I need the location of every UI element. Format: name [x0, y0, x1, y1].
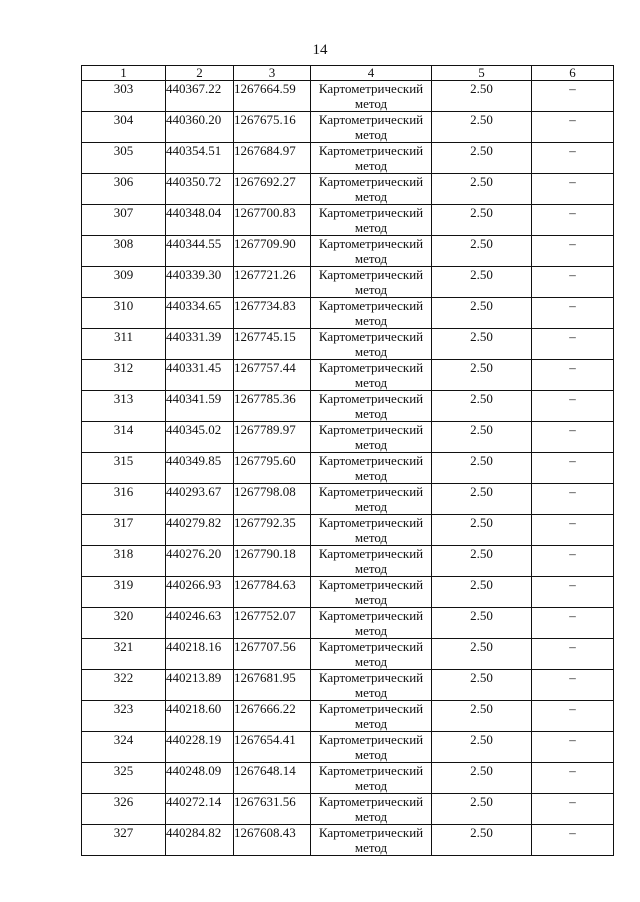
cell-method: Картометрический метод [311, 298, 432, 329]
table-row [82, 422, 614, 453]
column-header-3: 3 [234, 66, 311, 81]
cell-accuracy: 2.50 [432, 422, 532, 453]
cell-point-number: 324 [82, 732, 166, 763]
cell-note: – [532, 391, 614, 422]
cell-accuracy: 2.50 [432, 763, 532, 794]
cell-coordinate-y: 1267631.56 [234, 794, 311, 825]
cell-accuracy: 2.50 [432, 577, 532, 608]
cell-point-number: 310 [82, 298, 166, 329]
cell-point-number: 311 [82, 329, 166, 360]
table-row [82, 484, 614, 515]
cell-coordinate-x: 440360.20 [166, 112, 234, 143]
table-row [82, 267, 614, 298]
cell-coordinate-x: 440276.20 [166, 546, 234, 577]
cell-coordinate-y: 1267700.83 [234, 205, 311, 236]
cell-accuracy: 2.50 [432, 329, 532, 360]
cell-coordinate-x: 440348.04 [166, 205, 234, 236]
cell-method: Картометрический метод [311, 422, 432, 453]
cell-coordinate-x: 440367.22 [166, 81, 234, 112]
cell-method: Картометрический метод [311, 546, 432, 577]
cell-method: Картометрический метод [311, 174, 432, 205]
cell-accuracy: 2.50 [432, 701, 532, 732]
cell-method: Картометрический метод [311, 732, 432, 763]
cell-coordinate-x: 440293.67 [166, 484, 234, 515]
cell-method: Картометрический метод [311, 205, 432, 236]
cell-point-number: 325 [82, 763, 166, 794]
table-row [82, 515, 614, 546]
table-row [82, 732, 614, 763]
cell-method: Картометрический метод [311, 639, 432, 670]
cell-coordinate-y: 1267790.18 [234, 546, 311, 577]
cell-note: – [532, 670, 614, 701]
table-row [82, 701, 614, 732]
cell-point-number: 306 [82, 174, 166, 205]
column-header-5: 5 [432, 66, 532, 81]
column-header-4: 4 [311, 66, 432, 81]
cell-method: Картометрический метод [311, 515, 432, 546]
cell-note: – [532, 546, 614, 577]
cell-point-number: 308 [82, 236, 166, 267]
cell-accuracy: 2.50 [432, 81, 532, 112]
cell-note: – [532, 763, 614, 794]
cell-note: – [532, 608, 614, 639]
cell-accuracy: 2.50 [432, 236, 532, 267]
table-row [82, 577, 614, 608]
cell-method: Картометрический метод [311, 825, 432, 856]
cell-coordinate-x: 440266.93 [166, 577, 234, 608]
cell-accuracy: 2.50 [432, 639, 532, 670]
cell-accuracy: 2.50 [432, 825, 532, 856]
cell-point-number: 312 [82, 360, 166, 391]
column-header-1: 1 [82, 66, 166, 81]
cell-note: – [532, 515, 614, 546]
cell-point-number: 320 [82, 608, 166, 639]
cell-coordinate-x: 440246.63 [166, 608, 234, 639]
cell-note: – [532, 267, 614, 298]
cell-point-number: 326 [82, 794, 166, 825]
cell-accuracy: 2.50 [432, 546, 532, 577]
cell-note: – [532, 112, 614, 143]
cell-method: Картометрический метод [311, 794, 432, 825]
cell-coordinate-x: 440331.39 [166, 329, 234, 360]
table-row [82, 174, 614, 205]
cell-point-number: 316 [82, 484, 166, 515]
cell-coordinate-x: 440331.45 [166, 360, 234, 391]
cell-point-number: 307 [82, 205, 166, 236]
page-number: 14 [312, 42, 328, 58]
cell-coordinate-y: 1267664.59 [234, 81, 311, 112]
cell-accuracy: 2.50 [432, 267, 532, 298]
cell-method: Картометрический метод [311, 81, 432, 112]
cell-note: – [532, 174, 614, 205]
cell-coordinate-x: 440228.19 [166, 732, 234, 763]
cell-method: Картометрический метод [311, 577, 432, 608]
cell-note: – [532, 484, 614, 515]
column-header-2: 2 [166, 66, 234, 81]
table-row [82, 608, 614, 639]
cell-coordinate-x: 440349.85 [166, 453, 234, 484]
cell-accuracy: 2.50 [432, 360, 532, 391]
table-row [82, 205, 614, 236]
cell-note: – [532, 360, 614, 391]
table-row [82, 112, 614, 143]
cell-coordinate-y: 1267789.97 [234, 422, 311, 453]
cell-note: – [532, 298, 614, 329]
cell-accuracy: 2.50 [432, 453, 532, 484]
cell-point-number: 317 [82, 515, 166, 546]
cell-accuracy: 2.50 [432, 112, 532, 143]
cell-note: – [532, 794, 614, 825]
cell-coordinate-y: 1267721.26 [234, 267, 311, 298]
cell-point-number: 303 [82, 81, 166, 112]
cell-coordinate-x: 440334.65 [166, 298, 234, 329]
table-row [82, 236, 614, 267]
cell-note: – [532, 453, 614, 484]
cell-note: – [532, 329, 614, 360]
cell-point-number: 314 [82, 422, 166, 453]
cell-coordinate-y: 1267709.90 [234, 236, 311, 267]
cell-coordinate-y: 1267608.43 [234, 825, 311, 856]
cell-coordinate-x: 440341.59 [166, 391, 234, 422]
table-header-row [82, 66, 614, 81]
cell-coordinate-x: 440344.55 [166, 236, 234, 267]
cell-accuracy: 2.50 [432, 670, 532, 701]
cell-point-number: 313 [82, 391, 166, 422]
cell-coordinate-y: 1267666.22 [234, 701, 311, 732]
cell-note: – [532, 639, 614, 670]
cell-method: Картометрический метод [311, 267, 432, 298]
cell-accuracy: 2.50 [432, 143, 532, 174]
cell-note: – [532, 81, 614, 112]
cell-coordinate-x: 440345.02 [166, 422, 234, 453]
cell-coordinate-y: 1267798.08 [234, 484, 311, 515]
cell-method: Картометрический метод [311, 453, 432, 484]
table-row [82, 453, 614, 484]
cell-coordinate-y: 1267752.07 [234, 608, 311, 639]
cell-note: – [532, 143, 614, 174]
table-row [82, 298, 614, 329]
cell-coordinate-x: 440272.14 [166, 794, 234, 825]
cell-coordinate-x: 440218.16 [166, 639, 234, 670]
cell-point-number: 322 [82, 670, 166, 701]
cell-coordinate-y: 1267734.83 [234, 298, 311, 329]
cell-point-number: 323 [82, 701, 166, 732]
table-row [82, 763, 614, 794]
cell-accuracy: 2.50 [432, 298, 532, 329]
cell-point-number: 305 [82, 143, 166, 174]
coordinates-table [81, 65, 614, 856]
cell-point-number: 315 [82, 453, 166, 484]
table-row [82, 81, 614, 112]
table-row [82, 391, 614, 422]
cell-method: Картометрический метод [311, 484, 432, 515]
cell-coordinate-x: 440350.72 [166, 174, 234, 205]
cell-point-number: 309 [82, 267, 166, 298]
table-row [82, 670, 614, 701]
cell-method: Картометрический метод [311, 608, 432, 639]
cell-coordinate-x: 440354.51 [166, 143, 234, 174]
cell-coordinate-y: 1267757.44 [234, 360, 311, 391]
cell-accuracy: 2.50 [432, 174, 532, 205]
cell-coordinate-y: 1267785.36 [234, 391, 311, 422]
cell-coordinate-x: 440339.30 [166, 267, 234, 298]
cell-coordinate-y: 1267675.16 [234, 112, 311, 143]
table-body [82, 81, 614, 856]
cell-method: Картометрический метод [311, 763, 432, 794]
cell-accuracy: 2.50 [432, 732, 532, 763]
table-row [82, 546, 614, 577]
cell-note: – [532, 205, 614, 236]
column-header-6: 6 [532, 66, 614, 81]
cell-method: Картометрический метод [311, 701, 432, 732]
cell-coordinate-y: 1267792.35 [234, 515, 311, 546]
cell-method: Картометрический метод [311, 360, 432, 391]
cell-point-number: 321 [82, 639, 166, 670]
cell-coordinate-y: 1267681.95 [234, 670, 311, 701]
table-row [82, 794, 614, 825]
cell-point-number: 318 [82, 546, 166, 577]
table-row [82, 639, 614, 670]
cell-note: – [532, 825, 614, 856]
cell-point-number: 327 [82, 825, 166, 856]
cell-coordinate-x: 440218.60 [166, 701, 234, 732]
cell-accuracy: 2.50 [432, 515, 532, 546]
cell-method: Картометрический метод [311, 670, 432, 701]
cell-coordinate-y: 1267784.63 [234, 577, 311, 608]
cell-method: Картометрический метод [311, 391, 432, 422]
cell-note: – [532, 701, 614, 732]
cell-method: Картометрический метод [311, 236, 432, 267]
cell-point-number: 304 [82, 112, 166, 143]
cell-accuracy: 2.50 [432, 608, 532, 639]
cell-accuracy: 2.50 [432, 484, 532, 515]
cell-coordinate-y: 1267795.60 [234, 453, 311, 484]
cell-note: – [532, 422, 614, 453]
table-row [82, 360, 614, 391]
cell-coordinate-x: 440248.09 [166, 763, 234, 794]
cell-accuracy: 2.50 [432, 794, 532, 825]
table-row [82, 825, 614, 856]
cell-coordinate-y: 1267648.14 [234, 763, 311, 794]
cell-coordinate-y: 1267692.27 [234, 174, 311, 205]
table-row [82, 143, 614, 174]
table-row [82, 329, 614, 360]
cell-note: – [532, 577, 614, 608]
cell-method: Картометрический метод [311, 112, 432, 143]
cell-accuracy: 2.50 [432, 391, 532, 422]
cell-coordinate-y: 1267745.15 [234, 329, 311, 360]
cell-accuracy: 2.50 [432, 205, 532, 236]
cell-method: Картометрический метод [311, 329, 432, 360]
cell-coordinate-y: 1267707.56 [234, 639, 311, 670]
cell-point-number: 319 [82, 577, 166, 608]
cell-note: – [532, 732, 614, 763]
cell-coordinate-y: 1267684.97 [234, 143, 311, 174]
cell-coordinate-x: 440213.89 [166, 670, 234, 701]
cell-coordinate-x: 440279.82 [166, 515, 234, 546]
cell-coordinate-y: 1267654.41 [234, 732, 311, 763]
cell-note: – [532, 236, 614, 267]
cell-method: Картометрический метод [311, 143, 432, 174]
cell-coordinate-x: 440284.82 [166, 825, 234, 856]
